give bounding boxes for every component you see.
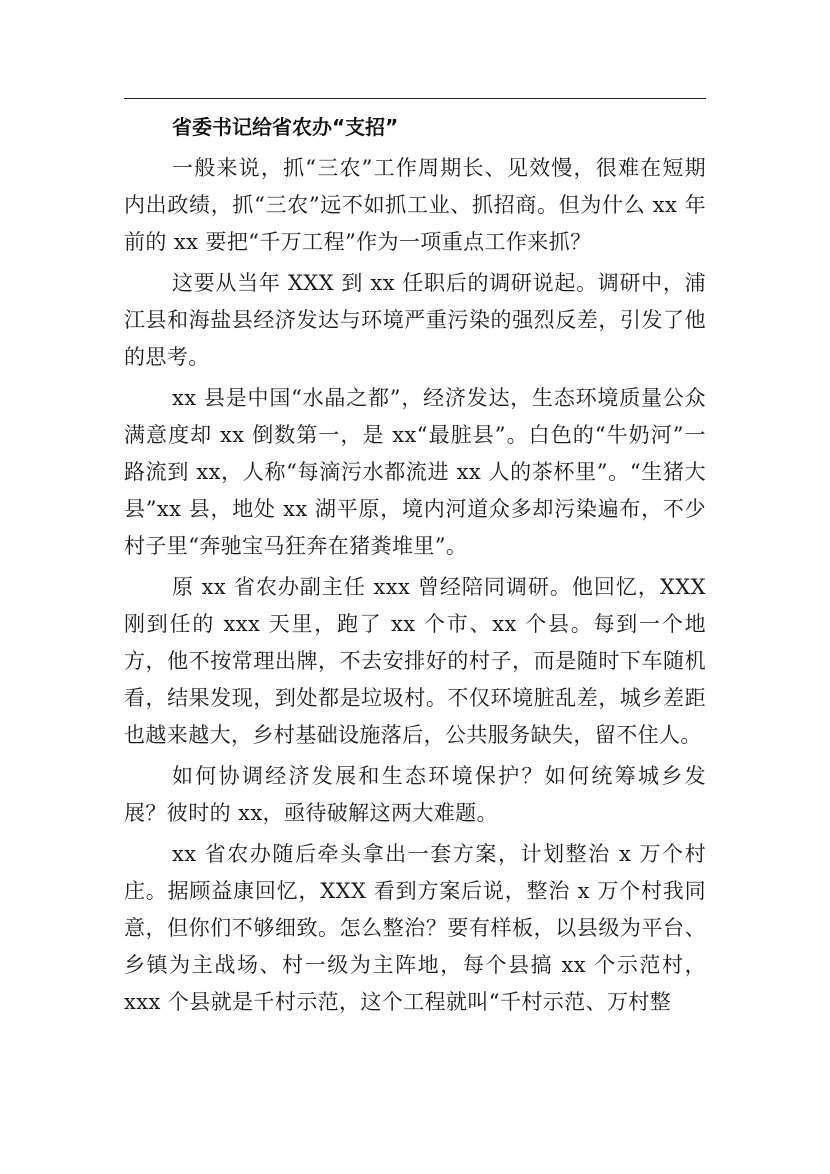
paragraph: 原 xx 省农办副主任 xxx 曾经陪同调研。他回忆，XXX 刚到任的 xxx 天里，跑了 xx 个市、xx 个县。每到一个地方，他不按常理出牌，不去安排好的村子，而是随时下车随机看，结果发现，到处都是垃圾村。不仅环境脏乱差，城乡差距也越来越大，乡村基础设施落后，公共服务缺失，留不住人。 <box>124 575 706 747</box>
paragraph: 这要从当年 XXX 到 xx 任职后的调研说起。调研中，浦江县和海盐县经济发达与环境严重污染的强烈反差，引发了他的思考。 <box>124 271 706 369</box>
paragraph: xx 县是中国“水晶之都”，经济发达，生态环境质量公众满意度却 xx 倒数第一，是 xx“最脏县”。白色的“牛奶河”一路流到 xx，人称“每滴污水都流进 xx 人的茶杯里”。“生猪大县”xx 县，地处 xx 湖平原，境内河道众多却污染遍布，不少村子里“奔驰宝马狂奔在猪粪堆里”。 <box>124 386 706 558</box>
paragraph: 一般来说，抓“三农”工作周期长、见效慢，很难在短期内出政绩，抓“三农”远不如抓工业、抓招商。但为什么 xx 年前的 xx 要把“千万工程”作为一项重点工作来抓？ <box>124 156 706 254</box>
document-body <box>124 105 706 1025</box>
section-title: 省委书记给省农办“支招” <box>172 115 399 139</box>
paragraph: 如何协调经济发展和生态环境保护？如何统筹城乡发展？彼时的 xx，亟待破解这两大难题。 <box>124 764 706 825</box>
header-rule <box>124 98 706 99</box>
paragraph: xx 省农办随后牵头拿出一套方案，计划整治 x 万个村庄。据顾益康回忆，XXX 看到方案后说，整治 x 万个村我同意，但你们不够细致。怎么整治？要有样板，以县级为平台、乡镇为主战场、村一级为主阵地，每个县搞 xx 个示范村，xxx 个县就是千村示范，这个工程就叫“千村示范、万村整 <box>124 842 706 1014</box>
